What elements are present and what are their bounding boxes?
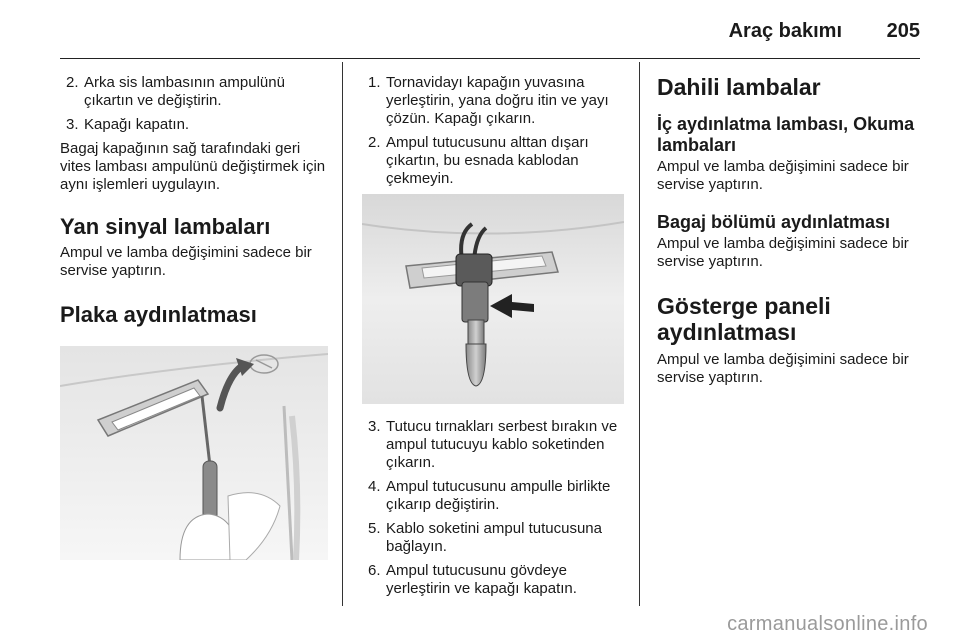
bulb-holder-drawing [362,194,624,404]
heading-reading-lights: İç aydınlatma lambası, Okuma lambaları [657,114,915,155]
screwdriver-illustration [60,346,328,560]
heading-plate-light: Plaka aydınlatması [60,302,257,327]
watermark: carmanualsonline.info [727,613,928,635]
list-item: 6. Ampul tutucusunu gövdeye yerleştirin ve kapağı kapatın. [368,562,577,597]
steps-list [362,74,624,188]
list-item: 5. Kablo soketini ampul tutucusuna bağlayın. [368,520,602,555]
page-header [60,14,920,59]
heading-interior-lights: Dahili lambalar [657,74,821,100]
steps-list [60,74,328,134]
list-item: 2. Ampul tutucusunu alttan dışarı çıkartın, bu esnada kablodan çekmeyin. [368,134,589,187]
column-divider [342,62,343,606]
paragraph: Ampul ve lamba değişimini sadece bir servise yaptırın. [60,244,312,279]
steps-list [362,418,624,598]
plate-light-illustration [60,346,328,560]
column-left [60,74,328,560]
list-item: 2. Arka sis lambasının ampulünü çıkartın ve değiştirin. [66,74,285,109]
list-item: 4. Ampul tutucusunu ampulle birlikte çıkarıp değiştirin. [368,478,611,513]
paragraph: Ampul ve lamba değişimini sadece bir servise yaptırın. [657,158,909,193]
list-item: 1. Tornavidayı kapağın yuvasına yerleştirin, yana doğru itin ve yayı çözün. Kapağı çıkarın. [368,74,609,127]
heading-instrument-panel: Gösterge paneli aydınlatması [657,293,831,345]
heading-trunk-light: Bagaj bölümü aydınlatması [657,212,891,232]
paragraph: Ampul ve lamba değişimini sadece bir servise yaptırın. [657,235,909,270]
list-item: 3. Kapağı kapatın. [66,116,190,133]
column-middle [362,74,624,604]
section-title: Araç bakımı [728,20,842,42]
heading-side-signal: Yan sinyal lambaları [60,214,271,239]
bulb-holder-illustration [362,194,624,404]
column-right [657,74,925,387]
list-item: 3. Tutucu tırnakları serbest bırakın ve ampul tutucuyu kablo soketinden çıkarın. [368,418,618,471]
paragraph: Bagaj kapağının sağ tarafındaki geri vites lambası ampulünü değiştirmek için aynı işlemleri uygulayın. [60,140,326,193]
column-divider [639,62,640,606]
paragraph: Ampul ve lamba değişimini sadece bir servise yaptırın. [657,351,909,386]
page-number: 205 [886,20,920,42]
